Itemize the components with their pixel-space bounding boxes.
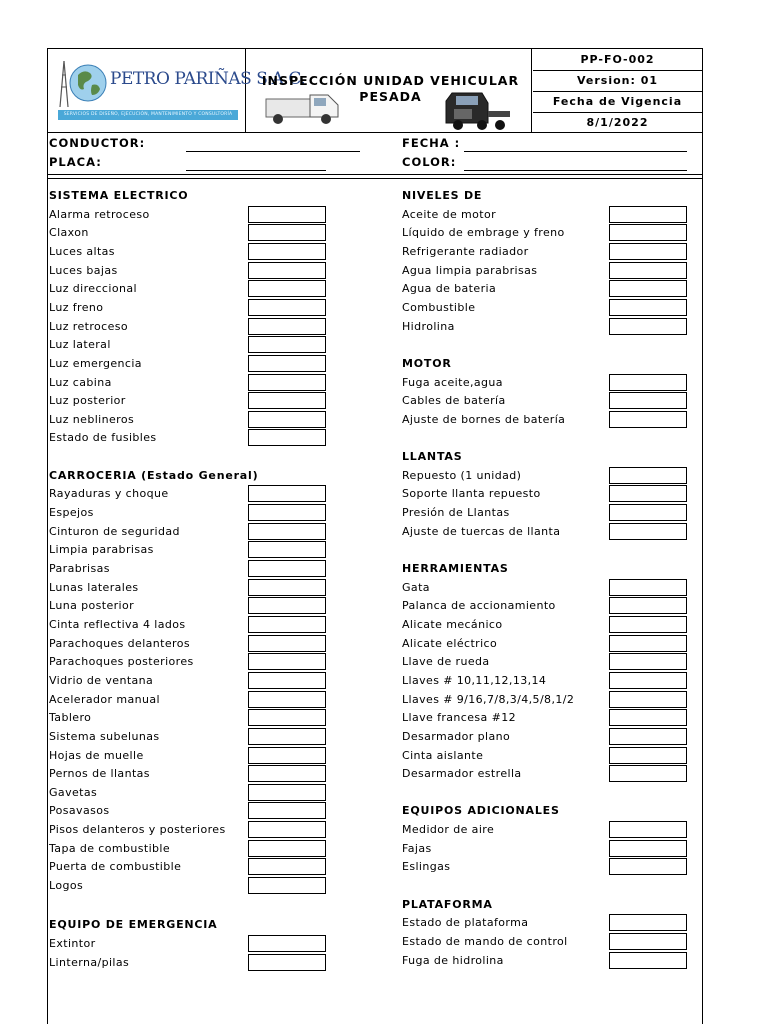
check-box[interactable] <box>248 784 326 801</box>
check-box[interactable] <box>248 523 326 540</box>
form-header <box>47 48 703 133</box>
checklist-item: Logos <box>49 879 84 893</box>
check-box[interactable] <box>609 597 687 614</box>
checklist-item: Fuga de hidrolina <box>402 953 504 967</box>
checklist-item: Parabrisas <box>49 562 110 575</box>
checklist-item: Desarmador estrella <box>402 767 522 781</box>
checklist-item: Tablero <box>49 711 92 725</box>
checklist-item: Hojas de muelle <box>49 748 144 762</box>
checklist-item: Alarma retroceso <box>49 207 150 221</box>
light-truck-icon <box>262 89 346 129</box>
check-box[interactable] <box>248 392 326 409</box>
check-box[interactable] <box>609 318 687 335</box>
check-box[interactable] <box>248 579 326 596</box>
check-box[interactable] <box>248 840 326 857</box>
check-box[interactable] <box>248 262 326 279</box>
check-box[interactable] <box>248 243 326 260</box>
check-box[interactable] <box>248 877 326 894</box>
check-box[interactable] <box>248 709 326 726</box>
header-divider <box>245 49 246 132</box>
checklist-item: Luz direccional <box>49 282 137 296</box>
checklist-item: Luz neblineros <box>49 412 135 426</box>
conductor-label: CONDUCTOR: <box>49 136 146 150</box>
section-title-herramientas: HERRAMIENTAS <box>402 562 509 575</box>
checklist-item: Llaves # 9/16,7/8,3/4,5/8,1/2 <box>402 692 575 706</box>
check-box[interactable] <box>248 653 326 670</box>
checklist-item: Palanca de accionamiento <box>402 599 556 613</box>
check-box[interactable] <box>609 765 687 782</box>
section-title-niveles-de: NIVELES DE <box>402 189 483 202</box>
check-box[interactable] <box>248 802 326 819</box>
form-title-line1: INSPECCIÓN UNIDAD VEHICULAR <box>261 73 520 88</box>
section-title-plataforma: PLATAFORMA <box>402 897 493 911</box>
checklist-item: Estado de plataforma <box>402 916 529 930</box>
checklist-item: Desarmador plano <box>402 729 511 743</box>
placa-field[interactable] <box>186 170 326 171</box>
checklist-item: Ajuste de bornes de batería <box>402 412 566 426</box>
check-box[interactable] <box>609 635 687 652</box>
page-frame-left <box>47 133 48 1024</box>
fecha-label: FECHA : <box>402 136 461 150</box>
check-box[interactable] <box>248 504 326 521</box>
checklist-item: Repuesto (1 unidad) <box>402 468 522 482</box>
check-box[interactable] <box>609 411 687 428</box>
check-box[interactable] <box>248 560 326 577</box>
checklist-item: Luna posterior <box>49 599 135 613</box>
checklist-item: Fajas <box>402 841 432 855</box>
checklist-item: Posavasos <box>49 804 110 818</box>
checklist-item: Soporte llanta repuesto <box>402 487 541 501</box>
checklist-item: Puerta de combustible <box>49 860 182 874</box>
checklist-item: Lunas laterales <box>49 580 139 594</box>
checklist-item: Parachoques delanteros <box>49 636 190 650</box>
checklist-item: Espejos <box>49 506 94 520</box>
checklist-item: Cinturon de seguridad <box>49 524 180 538</box>
check-box[interactable] <box>609 467 687 484</box>
fecha-vigencia-label: Fecha de Vigencia <box>533 91 702 113</box>
checklist-item: Gavetas <box>49 785 98 799</box>
check-box[interactable] <box>609 858 687 875</box>
check-box[interactable] <box>248 728 326 745</box>
checklist-item: Pisos delanteros y posteriores <box>49 823 226 837</box>
check-box[interactable] <box>609 691 687 708</box>
check-box[interactable] <box>609 821 687 838</box>
check-box[interactable] <box>609 747 687 764</box>
checklist-item: Extintor <box>49 936 96 950</box>
check-box[interactable] <box>609 709 687 726</box>
check-box[interactable] <box>609 672 687 689</box>
check-box[interactable] <box>609 840 687 857</box>
checklist-item: Acelerador manual <box>49 692 160 706</box>
checklist-item: Luz lateral <box>49 338 111 352</box>
form-title-line2: PESADA <box>359 89 422 104</box>
section-title-equipos-adicionales: EQUIPOS ADICIONALES <box>402 804 560 818</box>
checklist-item: Parachoques posteriores <box>49 655 194 669</box>
check-box[interactable] <box>609 952 687 969</box>
color-field[interactable] <box>464 170 687 171</box>
checklist-item: Cables de batería <box>402 394 506 408</box>
checklist-item: Tapa de combustible <box>49 841 171 855</box>
color-label: COLOR: <box>402 155 457 169</box>
checklist-item: Líquido de embrage y freno <box>402 226 565 240</box>
checklist-item: Medidor de aire <box>402 823 495 837</box>
section-title-sistema-electrico: SISTEMA ELECTRICO <box>49 189 189 202</box>
check-box[interactable] <box>609 224 687 241</box>
check-box[interactable] <box>248 747 326 764</box>
checklist-item: Estado de mando de control <box>402 935 568 948</box>
form-version: Version: 01 <box>533 70 702 92</box>
section-title-equipo-de-emergencia: EQUIPO DE EMERGENCIA <box>49 918 218 932</box>
check-box[interactable] <box>609 262 687 279</box>
check-box[interactable] <box>248 616 326 633</box>
check-box[interactable] <box>248 299 326 316</box>
check-box[interactable] <box>248 954 326 971</box>
check-box[interactable] <box>248 485 326 502</box>
checklist-item: Luz posterior <box>49 394 126 408</box>
checklist-item: Estado de fusibles <box>49 431 157 445</box>
check-box[interactable] <box>609 653 687 670</box>
checklist-item: Refrigerante radiador <box>402 244 529 258</box>
checklist-item: Rayaduras y choque <box>49 487 169 501</box>
fields-divider <box>47 178 703 179</box>
check-box[interactable] <box>248 224 326 241</box>
checklist-item: Agua de bateria <box>402 282 497 296</box>
checklist-item: Ajuste de tuercas de llanta <box>402 524 561 538</box>
check-box[interactable] <box>609 206 687 223</box>
check-box[interactable] <box>609 280 687 297</box>
check-box[interactable] <box>248 541 326 558</box>
checklist-item: Cinta aislante <box>402 748 484 762</box>
checklist-item: Claxon <box>49 226 89 240</box>
checklist-item: Llave de rueda <box>402 655 490 669</box>
section-title-carroceria-estado-general: CARROCERIA (Estado General) <box>49 468 259 482</box>
check-box[interactable] <box>609 392 687 409</box>
check-box[interactable] <box>609 914 687 931</box>
checklist-item: Combustible <box>402 300 476 314</box>
globe-derrick-icon <box>56 57 112 109</box>
check-box[interactable] <box>248 374 326 391</box>
check-box[interactable] <box>609 933 687 950</box>
fecha-vigencia-value: 8/1/2022 <box>586 116 649 129</box>
fecha-field[interactable] <box>464 151 687 152</box>
checklist-item: Cinta reflectiva 4 lados <box>49 617 186 631</box>
check-box[interactable] <box>609 374 687 391</box>
check-box[interactable] <box>248 691 326 708</box>
form-code: PP-FO-002 <box>533 49 702 71</box>
placa-label: PLACA: <box>49 155 102 169</box>
check-box[interactable] <box>248 318 326 335</box>
check-box[interactable] <box>248 429 326 446</box>
check-box[interactable] <box>609 523 687 540</box>
checklist-item: Gata <box>402 580 430 594</box>
check-box[interactable] <box>248 765 326 782</box>
check-box[interactable] <box>609 579 687 596</box>
checklist-item: Hidrolina <box>402 319 455 333</box>
checklist-item: Presión de Llantas <box>402 506 510 520</box>
checklist-item: Eslingas <box>402 860 451 874</box>
company-name: PETRO PARIÑAS S.A.C. <box>110 69 306 89</box>
check-box[interactable] <box>248 935 326 952</box>
checklist-item: Luz freno <box>49 300 104 314</box>
checklist-item: Fuga aceite,agua <box>402 375 503 389</box>
company-tagline: SERVICIOS DE DISEÑO, EJECUCIÓN, MANTENIMIENTO Y CONSULTORÍA <box>58 110 238 120</box>
checklist-item: Alicate eléctrico <box>402 636 498 650</box>
page-frame-right <box>702 133 703 1024</box>
check-box[interactable] <box>248 597 326 614</box>
check-box[interactable] <box>248 858 326 875</box>
check-box[interactable] <box>609 243 687 260</box>
checklist-item: Llave francesa #12 <box>402 711 517 725</box>
check-box[interactable] <box>248 206 326 223</box>
checklist-item: Limpia parabrisas <box>49 543 154 557</box>
checklist-item: Sistema subelunas <box>49 729 160 743</box>
checklist-item: Luz emergencia <box>49 356 142 370</box>
check-box[interactable] <box>609 504 687 521</box>
check-box[interactable] <box>248 672 326 689</box>
check-box[interactable] <box>248 821 326 838</box>
check-box[interactable] <box>609 616 687 633</box>
checklist-item: Llaves # 10,11,12,13,14 <box>402 673 547 687</box>
check-box[interactable] <box>248 635 326 652</box>
checklist-item: Pernos de llantas <box>49 767 150 781</box>
checklist-item: Linterna/pilas <box>49 955 130 969</box>
check-box[interactable] <box>609 485 687 502</box>
checklist-item: Vidrio de ventana <box>49 673 154 687</box>
conductor-field[interactable] <box>186 151 360 152</box>
check-box[interactable] <box>248 336 326 353</box>
checklist-item: Aceite de motor <box>402 207 497 221</box>
section-title-motor: MOTOR <box>402 356 452 370</box>
checklist-item: Agua limpia parabrisas <box>402 263 538 277</box>
check-box[interactable] <box>248 280 326 297</box>
fields-divider <box>47 174 703 175</box>
heavy-truck-icon <box>440 87 512 131</box>
check-box[interactable] <box>248 411 326 428</box>
checklist-item: Luz retroceso <box>49 319 129 333</box>
checklist-item: Alicate mecánico <box>402 617 503 631</box>
section-title-llantas: LLANTAS <box>402 450 463 464</box>
checklist-item: Luz cabina <box>49 375 112 389</box>
check-box[interactable] <box>609 728 687 745</box>
check-box[interactable] <box>609 299 687 316</box>
checklist-item: Luces bajas <box>49 263 118 277</box>
check-box[interactable] <box>248 355 326 372</box>
checklist-item: Luces altas <box>49 244 115 258</box>
